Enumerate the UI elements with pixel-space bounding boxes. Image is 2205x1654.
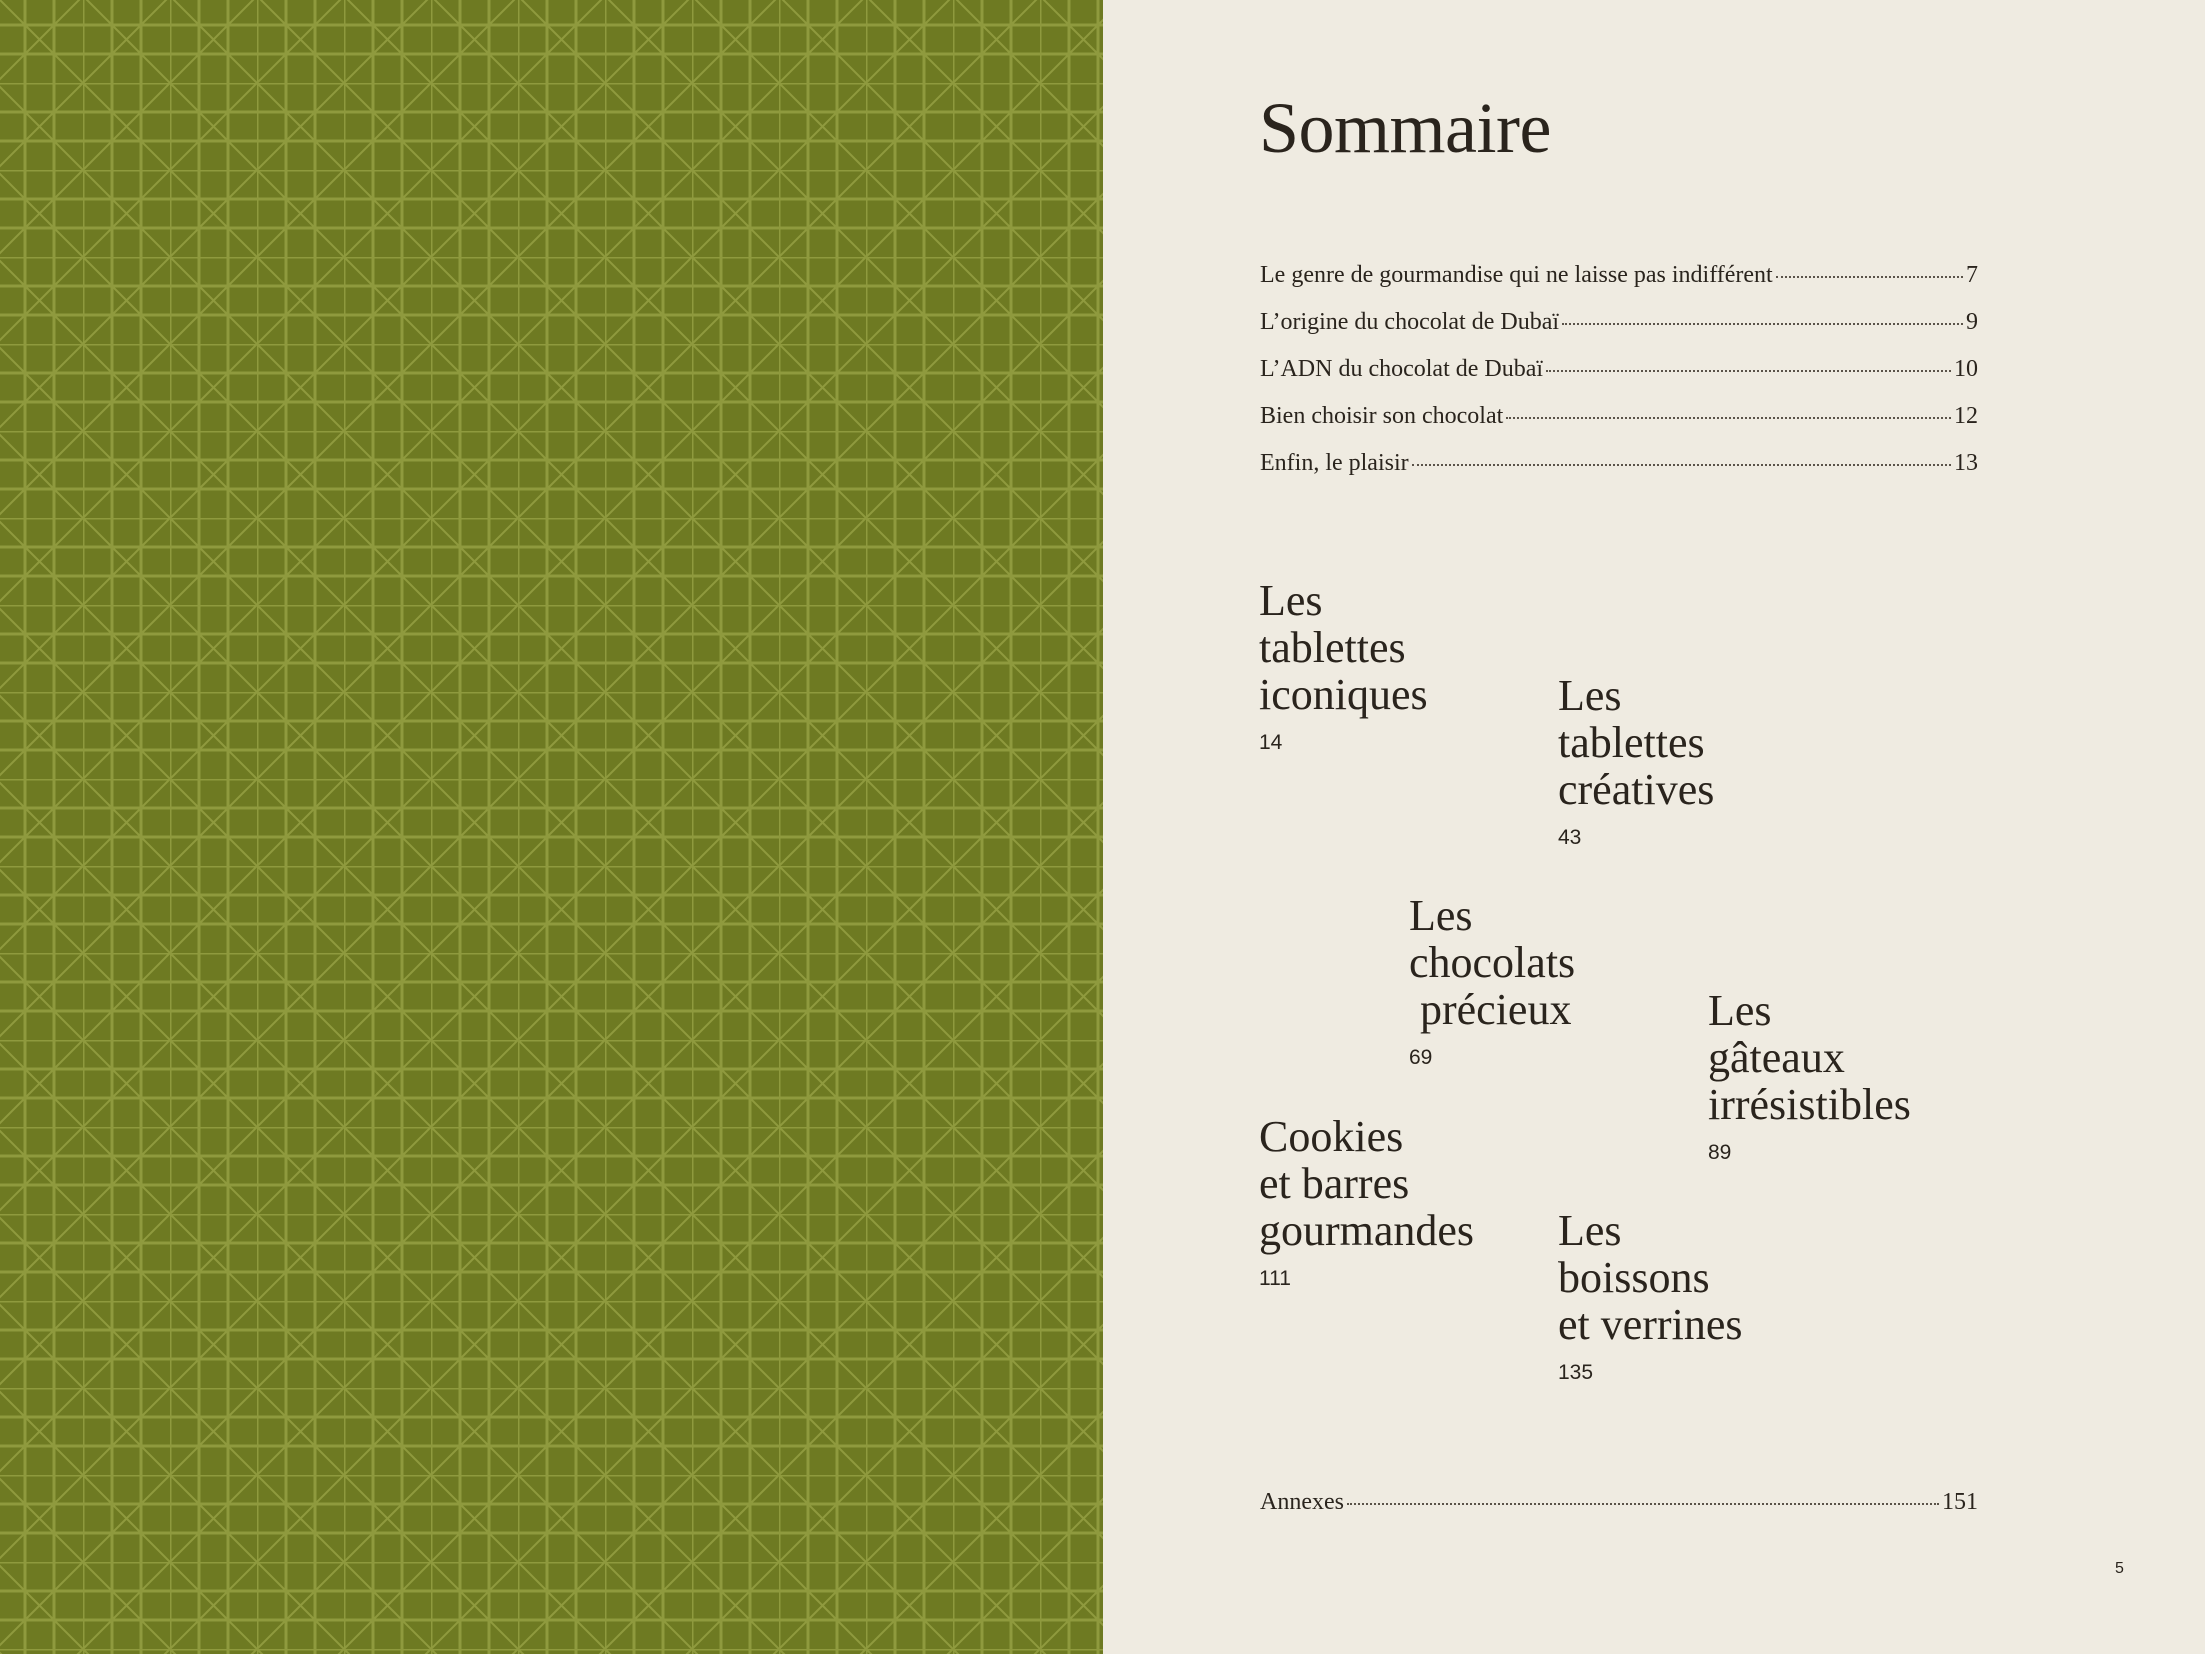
chapter-entry[interactable] — [1558, 672, 1714, 848]
toc-entry-page: 12 — [1954, 403, 1978, 429]
chapter-title: Cookies et barres gourmandes — [1259, 1112, 1475, 1255]
toc-entry[interactable] — [1260, 310, 1978, 334]
chapter-entry[interactable] — [1708, 987, 1911, 1163]
chapter-page: 43 — [1558, 826, 1582, 849]
toc-entry-page: 13 — [1954, 450, 1978, 476]
chapter-title: Les gâteaux irrésistibles — [1708, 986, 1911, 1129]
chapter-entry[interactable] — [1558, 1207, 1742, 1383]
toc-entry-page: 151 — [1942, 1489, 1978, 1515]
chapter-page: 111 — [1259, 1267, 1291, 1290]
page-title: Sommaire — [1259, 88, 1551, 168]
page-number: 5 — [2115, 1560, 2124, 1577]
chapter-page: 14 — [1259, 731, 1283, 754]
dot-leader — [1546, 370, 1951, 372]
toc-entry-label: Bien choisir son chocolat — [1260, 403, 1504, 429]
dot-leader — [1347, 1503, 1939, 1505]
chapter-page: 89 — [1708, 1141, 1732, 1164]
dot-leader — [1562, 323, 1963, 325]
chapter-entry[interactable] — [1409, 892, 1575, 1068]
toc-entry-label: L’origine du chocolat de Dubaï — [1260, 309, 1560, 335]
chapter-page: 69 — [1409, 1046, 1433, 1069]
dot-leader — [1506, 417, 1951, 419]
chapter-title: Les tablettes créatives — [1558, 671, 1715, 814]
toc-entry-page: 10 — [1954, 356, 1978, 382]
chapter-title: Les boissons et verrines — [1558, 1206, 1743, 1349]
dot-leader — [1412, 464, 1951, 466]
toc-entry[interactable] — [1260, 451, 1978, 475]
toc-entry-label: Enfin, le plaisir — [1260, 450, 1409, 476]
chapter-title: Les chocolats précieux — [1409, 891, 1576, 1034]
toc-entry-label: Annexes — [1260, 1489, 1344, 1515]
toc-entry[interactable] — [1260, 357, 1978, 381]
toc-entry[interactable] — [1260, 404, 1978, 428]
toc-entry-page: 7 — [1966, 262, 1978, 288]
toc-entry[interactable] — [1260, 263, 1978, 287]
chapter-entry[interactable] — [1259, 1113, 1474, 1289]
dot-leader — [1776, 276, 1963, 278]
toc-entry-label: L’ADN du chocolat de Dubaï — [1260, 356, 1544, 382]
chapter-title: Les tablettes iconiques — [1259, 576, 1428, 719]
toc-entry-annexes[interactable] — [1260, 1490, 1978, 1514]
chapter-entry[interactable] — [1259, 577, 1428, 753]
toc-entry-page: 9 — [1966, 309, 1978, 335]
chapter-page: 135 — [1558, 1361, 1594, 1384]
toc-entry-label: Le genre de gourmandise qui ne laisse pas indifférent — [1260, 262, 1773, 288]
